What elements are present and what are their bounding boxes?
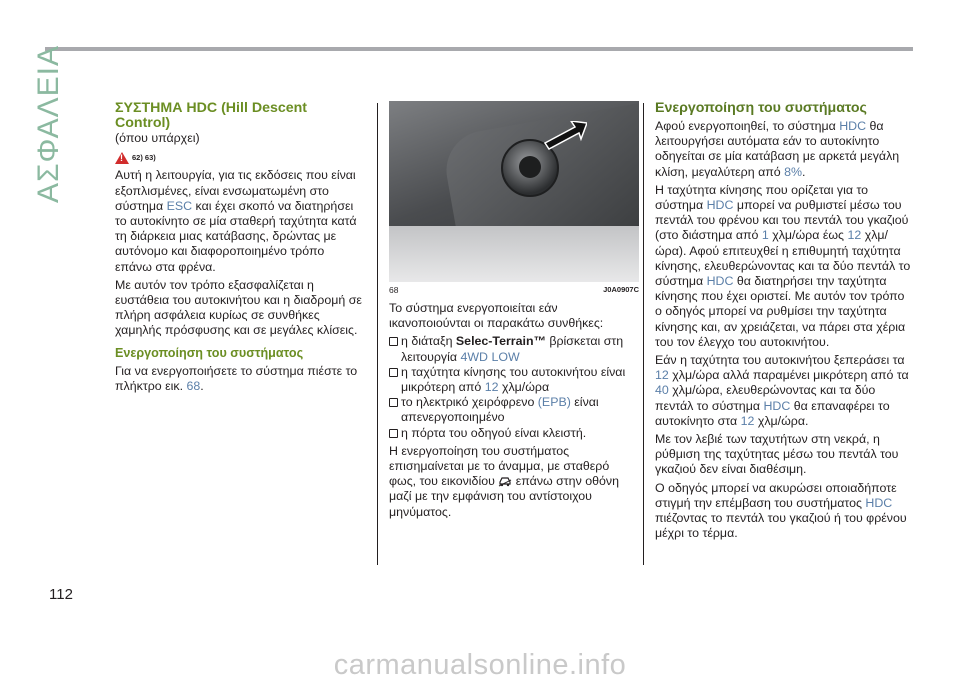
- hdc-warning-light-icon: [498, 475, 512, 487]
- paragraph-stability: Με αυτόν τον τρόπο εξασφαλίζεται η ευστάθεια του αυτοκινήτου και η διαδρομή σε πλήρη ασφάλεια κυρίως σε συνθήκες χαμηλής πρόσφυσης και σε μεγάλες κλίσεις.: [115, 277, 362, 338]
- column-divider: [643, 103, 644, 565]
- page-title: ΣΥΣΤΗΜΑ HDC (Hill Descent Control): [115, 100, 308, 131]
- list-item: το ηλεκτρικό χειρόφρενο (EPB) είναι απενεργοποιημένο: [389, 395, 639, 425]
- checkbox-icon: [389, 429, 398, 438]
- checkbox-icon: [389, 368, 398, 377]
- page-number: 112: [49, 586, 73, 603]
- list-item: η ταχύτητα κίνησης του αυτοκινήτου είναι μικρότερη από 12 χλμ/ώρα: [389, 365, 639, 395]
- side-title-text: ΑΣΦΑΛΕΙΑ: [32, 44, 65, 203]
- figure-caption: [389, 285, 639, 295]
- subtitle: (όπου υπάρχει): [115, 131, 200, 145]
- paragraph-auto: Αφού ενεργοποιηθεί, το σύστημα HDC θα λειτουργήσει αυτόματα εάν το αυτοκίνητο οδηγείται σε μία κατάβαση με αρκετά μεγάλη κλίση, μεγαλύτερη από 8%.: [655, 119, 900, 179]
- figure-number: 68: [389, 285, 399, 295]
- paragraph-activation: Για να ενεργοποιήσετε το σύστημα πιέστε το πλήκτρο εικ. 68.: [115, 363, 358, 394]
- paragraph-indicator: Η ενεργοποίηση του συστήματος επισημαίνεται με το άναμμα, με σταθερό φως, του εικονιδίου επάνω στην οθόνη μαζί με την εμφάνιση του αντίστοιχου μηνύματος.: [389, 443, 619, 519]
- watermark: carmanualsonline.info: [333, 649, 627, 678]
- warning-reference: [115, 150, 363, 165]
- paragraph-neutral: Με τον λεβιέ των ταχυτήτων στη νεκρά, η ρύθμιση της ταχύτητας μέσω του πεντάλ του γκαζιού δεν είναι διαθέσιμη.: [655, 432, 899, 477]
- paragraph-overspeed: Εάν η ταχύτητα του αυτοκινήτου ξεπεράσει τα 12 χλμ/ώρα αλλά παραμένει μικρότερη από τα 40 χλμ/ώρα, ελευθερώνοντας και τα δύο πεντάλ το σύστημα HDC θα επαναφέρει το αυτοκίνητο στα 12 χλμ/ώρα.: [655, 353, 909, 428]
- list-item: η πόρτα του οδηγού είναι κλειστή.: [389, 426, 639, 441]
- section-heading-activation-right: Ενεργοποίηση του συστήματος: [655, 100, 867, 116]
- column-middle: [389, 101, 639, 523]
- figure-link[interactable]: 68: [186, 379, 201, 394]
- warning-icon: [115, 152, 129, 164]
- figure-image-hdc-button: [389, 101, 639, 282]
- paragraph-intro: Αυτή η λειτουργία, για τις εκδόσεις που είναι εξοπλισμένες, είναι ενσωματωμένη στο σύστημα ESC και έχει σκοπό να διατηρήσει το αυτοκίνητο σε μία σταθερή ταχύτητα κατά τη διάρκεια μιας κατάβασης, δρώντας με αυτόνομο και διαφοροποιημένο τρόπο επάνω στα φρένα.: [115, 168, 357, 274]
- list-item: η διάταξη Selec-Terrain™ βρίσκεται στη λειτουργία 4WD LOW: [389, 334, 639, 364]
- top-rule: [45, 47, 913, 51]
- section-heading-activation: Ενεργοποίηση του συστήματος: [115, 345, 304, 360]
- paragraph-speed-setting: Η ταχύτητα κίνησης που ορίζεται για το σύστημα HDC μπορεί να ρυθμιστεί μέσω του πεντάλ του φρένου και του πεντάλ του γκαζιού (στο διάστημα από 1 χλμ/ώρα έως 12 χλμ/ώρα). Αφού επιτευχθεί η επιθυμητή ταχύτητα κίνησης, ελευθερώνοντας και τα δύο πεντάλ το σύστημα HDC θα διατηρήσει την ταχύτητα κίνησης που έχει οριστεί. Με αυτόν τον τρόπο ο οδηγός μπορεί να ρυθμίσει την ταχύτητα κίνησης και, αν χρειάζεται, να πάρει στα χέρια του τον έλεγχο του αυτοκινήτου.: [655, 182, 911, 349]
- warning-ref-text: 62) 63): [132, 153, 156, 163]
- column-divider: [377, 103, 378, 565]
- figure-code: J0A0907C: [603, 285, 639, 294]
- arrow-icon: [541, 121, 587, 151]
- column-right: [655, 101, 913, 544]
- conditions-intro: Το σύστημα ενεργοποιείται εάν ικανοποιούνται οι παρακάτω συνθήκες:: [389, 301, 604, 331]
- section-side-title: [28, 44, 68, 203]
- checkbox-icon: [389, 398, 398, 407]
- paragraph-cancel: Ο οδηγός μπορεί να ακυρώσει οποιαδήποτε στιγμή την επέμβαση του συστήματος HDC πιέζοντας το πεντάλ του γκαζιού ή του φρένου μέχρι το τέρμα.: [655, 480, 907, 541]
- column-left: [115, 101, 363, 397]
- checkbox-icon: [389, 337, 398, 346]
